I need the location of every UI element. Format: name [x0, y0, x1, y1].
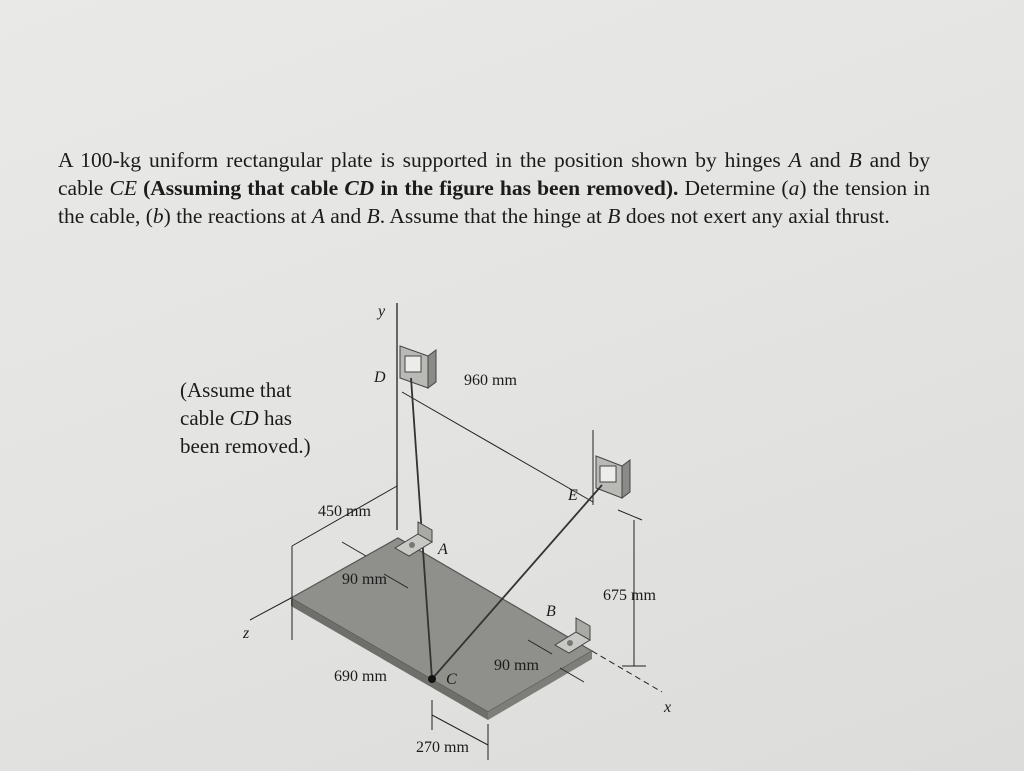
cable-ce-label: CE	[109, 176, 137, 200]
part-b-label: b	[152, 204, 164, 228]
reaction-a-label: A	[311, 204, 325, 228]
point-e-label: E	[568, 487, 578, 504]
z-axis	[250, 598, 291, 620]
dimension-90-left-line	[342, 542, 366, 556]
x-axis	[592, 651, 662, 692]
dimension-960-line	[402, 392, 593, 502]
cable-cd-label: CD	[344, 176, 375, 200]
hinge-b-label: B	[607, 204, 621, 228]
dimension-90-left-label: 90 mm	[342, 571, 387, 588]
text-segment: ) the tension in the cable, (	[58, 176, 930, 228]
point-c-label: C	[446, 671, 457, 688]
text-segment: . Assume that the hinge at	[379, 204, 608, 228]
hinge-a-label: A	[788, 148, 802, 172]
point-b-label: B	[546, 603, 556, 620]
cable-cd-label: CD	[229, 406, 259, 430]
dimension-90-right-label: 90 mm	[494, 657, 539, 674]
x-axis-label: x	[664, 699, 672, 716]
text-segment: and	[324, 204, 367, 228]
text-segment: and	[801, 148, 849, 172]
note-text: has	[258, 406, 292, 430]
point-a-label: A	[438, 541, 448, 558]
dimension-690-label: 690 mm	[334, 668, 387, 685]
dimension-960-label: 960 mm	[464, 372, 517, 389]
dimension-450-label: 450 mm	[318, 503, 371, 520]
z-axis-label: z	[243, 625, 250, 642]
point-c-marker	[428, 675, 436, 683]
note-text: cable	[180, 406, 230, 430]
rectangular-plate	[291, 538, 592, 720]
point-d-label: D	[374, 369, 386, 386]
text-segment: ) the reactions at	[163, 204, 312, 228]
text-segment: A 100-kg uniform rectangular plate is supported in the position shown by hinges	[58, 148, 789, 172]
bold-segment: (Assuming that cable	[136, 176, 345, 200]
dimension-675-label: 675 mm	[603, 587, 656, 604]
y-axis-label: y	[378, 303, 386, 320]
reaction-b-label: B	[366, 204, 380, 228]
wall-bracket-e	[596, 456, 630, 498]
text-segment: does not exert any axial thrust.	[620, 204, 890, 228]
note-line: been removed.)	[180, 434, 311, 458]
part-a-label: a	[788, 176, 800, 200]
hinge-b-label: B	[848, 148, 862, 172]
dimension-270-label: 270 mm	[416, 739, 469, 756]
note-line: (Assume that	[180, 378, 292, 402]
text-segment: and by cable	[58, 148, 931, 200]
bold-segment: in the figure has been removed).	[374, 176, 679, 200]
wall-bracket-d	[400, 346, 436, 388]
text-segment: Determine (	[678, 176, 789, 200]
